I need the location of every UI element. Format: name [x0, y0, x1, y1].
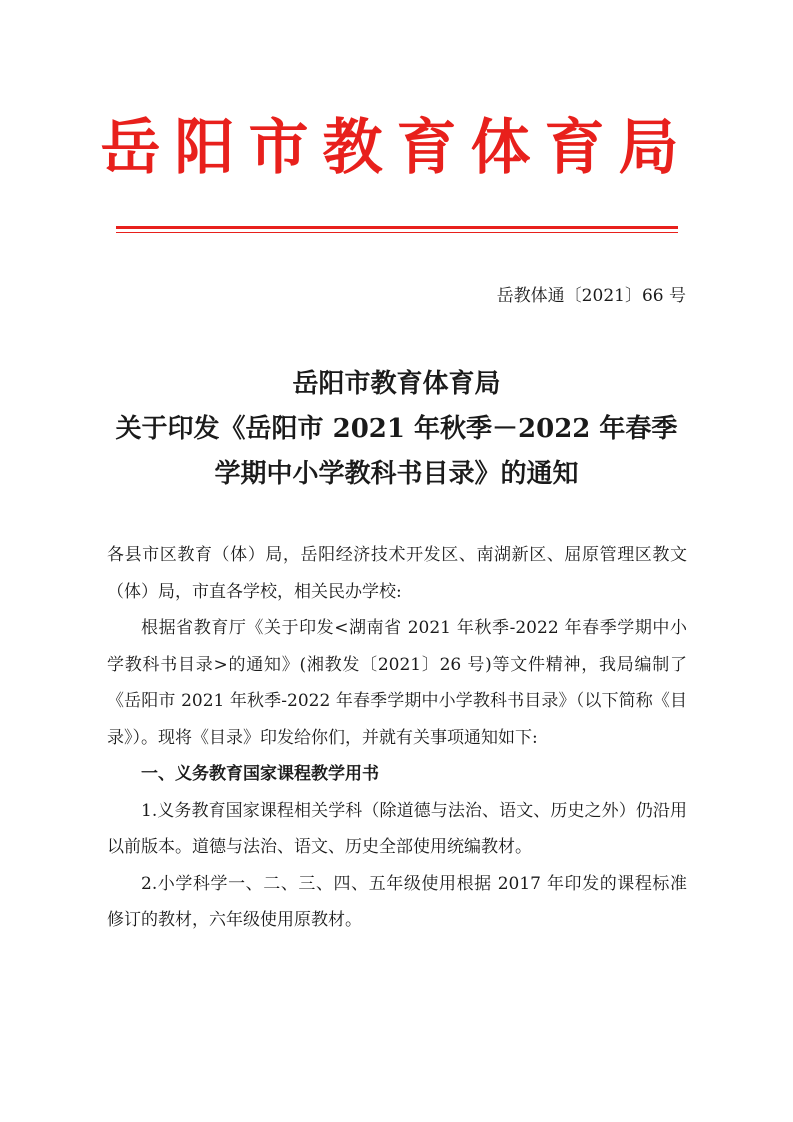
document-number: 岳教体通〔2021〕66 号 [496, 286, 686, 306]
red-rule-thick [116, 226, 678, 229]
title-line-1: 岳阳市教育体育局 [292, 369, 501, 399]
red-rule-thin [116, 232, 678, 233]
item-2-paragraph: 2.小学科学一、二、三、四、五年级使用根据 2017 年印发的课程标准修订的教材，六年级使用原教材。 [107, 873, 687, 930]
item-1-paragraph: 1.义务教育国家课程相关学科（除道德与法治、语文、历史之外）仍沿用以前版本。道德与法治、语文、历史全部使用统编教材。 [107, 800, 687, 857]
notice-body [107, 537, 687, 939]
addressee: 各县市区教育（体）局，岳阳经济技术开发区、南湖新区、屈原管理区教文（体）局，市直各学校，相关民办学校: [107, 545, 687, 602]
title-line-2: 关于印发《岳阳市 2021 年秋季－2022 年春季 [115, 414, 678, 444]
title-line-3: 学期中小学教科书目录》的通知 [214, 459, 579, 489]
section-1-heading: 一、义务教育国家课程教学用书 [141, 764, 379, 784]
masthead-title: 岳阳市教育体育局 [100, 113, 693, 183]
intro-paragraph: 根据省教育厅《关于印发<湖南省 2021 年秋季-2022 年春季学期中小学教科书目录>的通知》(湘教发〔2021〕26 号)等文件精神，我局编制了《岳阳市 2021 年秋季-2022 年春季学期中小学教科书目录》（以下简称《目录》）。现将《目录》印发给你们，并就有关事项通知如下: [107, 618, 687, 748]
notice-title [0, 362, 793, 497]
